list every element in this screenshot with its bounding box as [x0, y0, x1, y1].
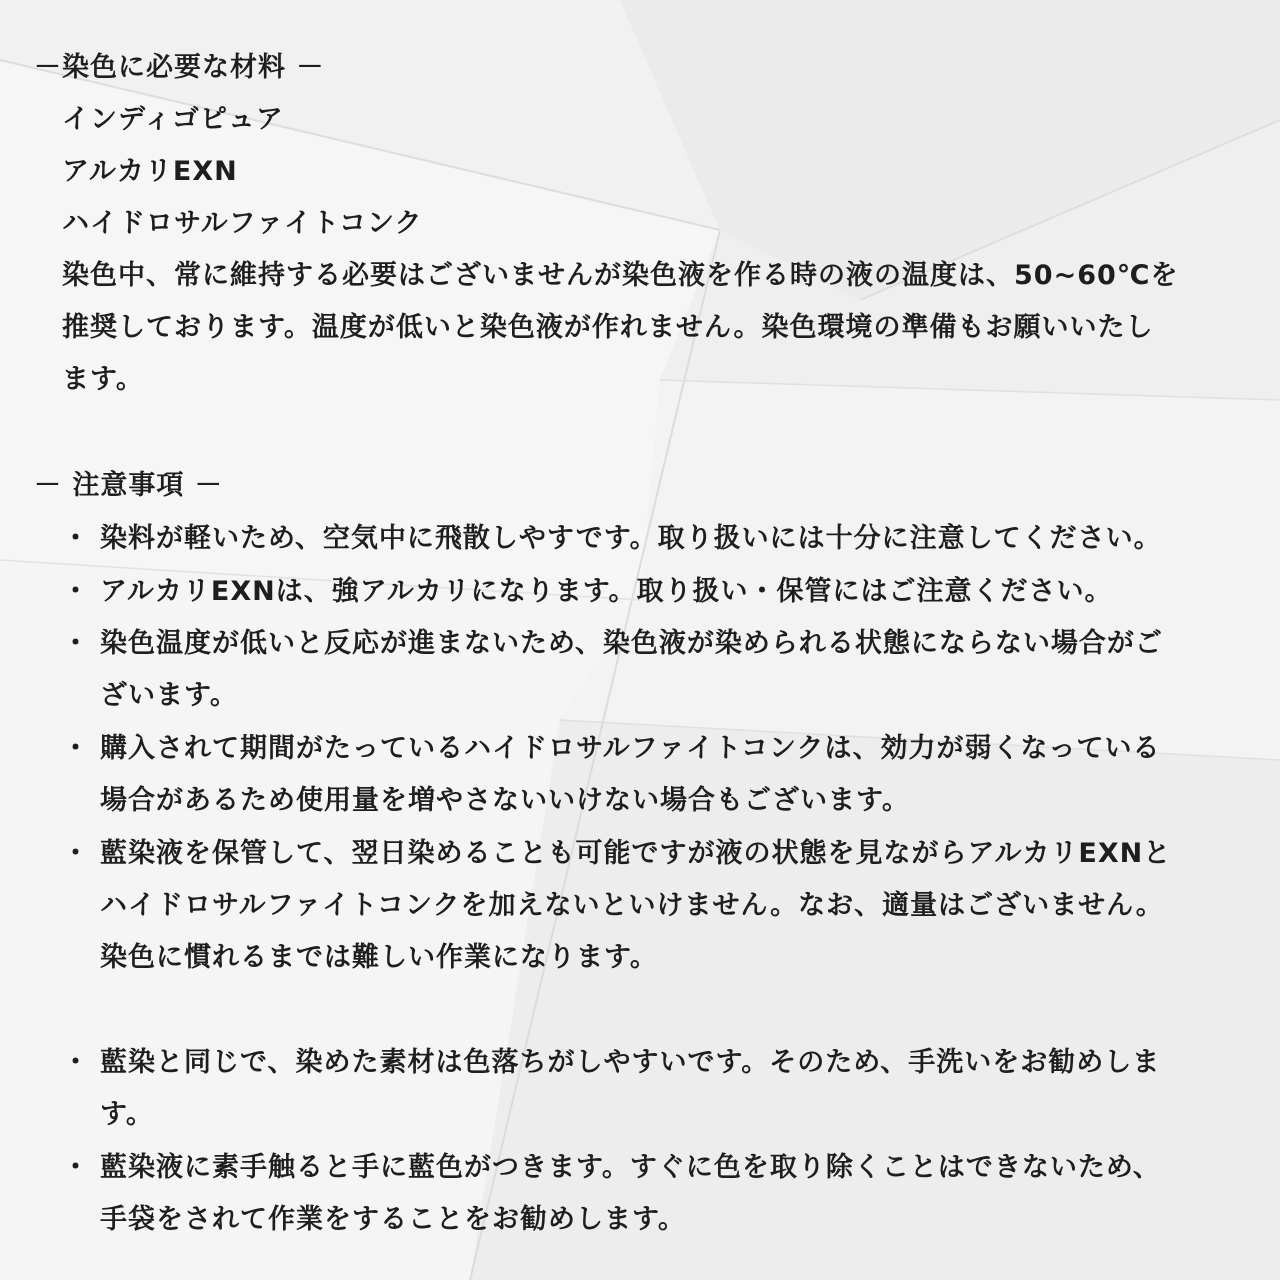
caution-line: ハイドロサルファイトコンクを加えないといけません。なお、適量はございません。 — [100, 890, 1164, 921]
material-item: インディゴピュア — [62, 104, 284, 135]
caution-line: アルカリEXNは、強アルカリになります。取り扱い・保管にはご注意ください。 — [100, 576, 1113, 607]
caution-line: す。 — [100, 1099, 154, 1130]
temperature-note-line: ます。 — [62, 364, 144, 395]
caution-line: 染色温度が低いと反応が進まないため、染色液が染められる状態にならない場合がご — [100, 628, 1163, 659]
caution-line: 手袋をされて作業をすることをお勧めします。 — [100, 1204, 686, 1235]
caution-line: 藍染と同じで、染めた素材は色落ちがしやすいです。そのため、手洗いをお勧めしま — [100, 1047, 1161, 1078]
caution-line: 藍染液に素手触ると手に藍色がつきます。すぐに色を取り除くことはできないため、 — [100, 1152, 1161, 1183]
caution-line: ざいます。 — [100, 680, 238, 711]
material-item: ハイドロサルファイトコンク — [62, 208, 423, 239]
bullet-dot: ・ — [62, 576, 89, 607]
caution-line: 藍染液を保管して、翌日染めることも可能ですが液の状態を見ながらアルカリEXNと — [100, 838, 1172, 869]
caution-line: 購入されて期間がたっているハイドロサルファイトコンクは、効力が弱くなっている — [100, 733, 1161, 764]
caution-line: 染色に慣れるまでは難しい作業になります。 — [100, 942, 658, 973]
bullet-dot: ・ — [62, 1047, 89, 1078]
caution-line: 場合があるため使用量を増やさないいけない場合もございます。 — [100, 785, 910, 816]
caution-line: 染料が軽いため、空気中に飛散しやすです。取り扱いには十分に注意してください。 — [100, 523, 1162, 554]
cautions-heading: － 注意事項 － — [34, 470, 223, 501]
bullet-dot: ・ — [62, 733, 89, 764]
temperature-note-line: 推奨しております。温度が低いと染色液が作れません。染色環境の準備もお願いいたし — [62, 312, 1154, 343]
temperature-note-line: 染色中、常に維持する必要はございませんが染色液を作る時の液の温度は、50~60℃を — [62, 260, 1179, 291]
bullet-dot: ・ — [62, 628, 89, 659]
bullet-dot: ・ — [62, 1152, 89, 1183]
bullet-dot: ・ — [62, 838, 89, 869]
material-item: アルカリEXN — [62, 156, 238, 187]
bullet-dot: ・ — [62, 523, 89, 554]
materials-heading: －染色に必要な材料 － — [34, 52, 325, 83]
